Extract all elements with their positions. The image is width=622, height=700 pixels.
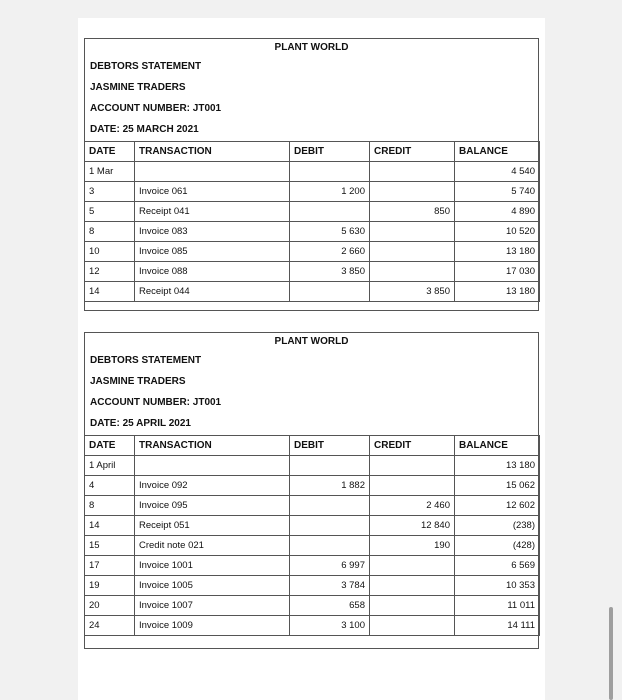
cell-date: 10 [85,242,135,262]
cell-balance: (238) [455,516,540,536]
cell-transaction: Invoice 088 [135,262,290,282]
cell-debit: 3 784 [290,576,370,596]
cell-debit [290,496,370,516]
statement-april [84,332,539,649]
table-header-row [85,436,540,456]
cell-date: 8 [85,222,135,242]
statement-heading: DEBTORS STATEMENT [90,355,202,366]
cell-debit: 1 882 [290,476,370,496]
cell-date: 1 Mar [85,162,135,182]
statement-march [84,38,539,311]
cell-date: 15 [85,536,135,556]
cell-balance: 12 602 [455,496,540,516]
cell-debit: 6 997 [290,556,370,576]
cell-balance: 5 740 [455,182,540,202]
cell-credit [370,162,455,182]
statement-table [84,141,540,302]
cell-date: 24 [85,616,135,636]
cell-debit: 5 630 [290,222,370,242]
cell-balance: 15 062 [455,476,540,496]
cell-transaction: Credit note 021 [135,536,290,556]
table-row [85,616,540,636]
cell-credit: 3 850 [370,282,455,302]
cell-credit [370,242,455,262]
company-title: PLANT WORLD [274,336,349,347]
cell-balance: 10 520 [455,222,540,242]
cell-date: 20 [85,596,135,616]
cell-debit [290,536,370,556]
cell-date: 17 [85,556,135,576]
cell-credit [370,616,455,636]
cell-balance: 13 180 [455,456,540,476]
table-row [85,262,540,282]
cell-date: 19 [85,576,135,596]
cell-balance: 11 011 [455,596,540,616]
table-row [85,162,540,182]
table-row [85,222,540,242]
cell-transaction: Invoice 1009 [135,616,290,636]
cell-credit: 850 [370,202,455,222]
cell-debit [290,202,370,222]
cell-debit: 2 660 [290,242,370,262]
table-row [85,576,540,596]
table-row [85,556,540,576]
table-row [85,476,540,496]
cell-credit [370,456,455,476]
cell-date: 1 April [85,456,135,476]
table-row [85,596,540,616]
header-credit: CREDIT [370,142,455,162]
cell-date: 5 [85,202,135,222]
cell-credit: 190 [370,536,455,556]
cell-credit [370,222,455,242]
cell-balance: (428) [455,536,540,556]
cell-balance: 13 180 [455,282,540,302]
cell-credit [370,556,455,576]
cell-transaction: Receipt 041 [135,202,290,222]
cell-balance: 10 353 [455,576,540,596]
cell-debit: 3 850 [290,262,370,282]
statement-heading: DEBTORS STATEMENT [90,61,202,72]
header-date: DATE [85,142,135,162]
table-row [85,456,540,476]
cell-transaction: Receipt 051 [135,516,290,536]
cell-transaction [135,456,290,476]
header-balance: BALANCE [455,142,540,162]
debtor-name: JASMINE TRADERS [90,82,186,93]
cell-credit [370,476,455,496]
company-title: PLANT WORLD [274,42,349,53]
header-debit: DEBIT [290,436,370,456]
cell-date: 4 [85,476,135,496]
header-balance: BALANCE [455,436,540,456]
cell-transaction [135,162,290,182]
cell-credit [370,576,455,596]
cell-transaction: Invoice 1001 [135,556,290,576]
statement-table [84,435,540,636]
table-header-row [85,142,540,162]
table-row [85,516,540,536]
table-row [85,496,540,516]
cell-transaction: Invoice 083 [135,222,290,242]
cell-credit [370,182,455,202]
account-number: ACCOUNT NUMBER: JT001 [90,397,222,408]
header-transaction: TRANSACTION [135,436,290,456]
cell-transaction: Invoice 061 [135,182,290,202]
cell-date: 14 [85,282,135,302]
table-row [85,282,540,302]
header-transaction: TRANSACTION [135,142,290,162]
cell-transaction: Invoice 092 [135,476,290,496]
account-number: ACCOUNT NUMBER: JT001 [90,103,222,114]
cell-balance: 4 890 [455,202,540,222]
cell-transaction: Invoice 1007 [135,596,290,616]
table-row [85,182,540,202]
cell-transaction: Receipt 044 [135,282,290,302]
cell-transaction: Invoice 085 [135,242,290,262]
table-row [85,536,540,556]
cell-debit [290,516,370,536]
cell-balance: 17 030 [455,262,540,282]
cell-credit [370,262,455,282]
header-credit: CREDIT [370,436,455,456]
cell-date: 14 [85,516,135,536]
vertical-scrollbar[interactable] [609,607,613,700]
cell-debit: 658 [290,596,370,616]
table-row [85,202,540,222]
cell-credit: 12 840 [370,516,455,536]
cell-debit [290,282,370,302]
cell-transaction: Invoice 095 [135,496,290,516]
cell-debit: 3 100 [290,616,370,636]
cell-date: 8 [85,496,135,516]
cell-debit: 1 200 [290,182,370,202]
cell-transaction: Invoice 1005 [135,576,290,596]
cell-balance: 4 540 [455,162,540,182]
statement-date: DATE: 25 MARCH 2021 [90,124,199,135]
cell-date: 12 [85,262,135,282]
cell-debit [290,456,370,476]
cell-debit [290,162,370,182]
cell-credit [370,596,455,616]
cell-balance: 14 111 [455,616,540,636]
cell-credit: 2 460 [370,496,455,516]
header-date: DATE [85,436,135,456]
cell-balance: 6 569 [455,556,540,576]
header-debit: DEBIT [290,142,370,162]
cell-date: 3 [85,182,135,202]
statement-date: DATE: 25 APRIL 2021 [90,418,191,429]
cell-balance: 13 180 [455,242,540,262]
debtor-name: JASMINE TRADERS [90,376,186,387]
table-row [85,242,540,262]
